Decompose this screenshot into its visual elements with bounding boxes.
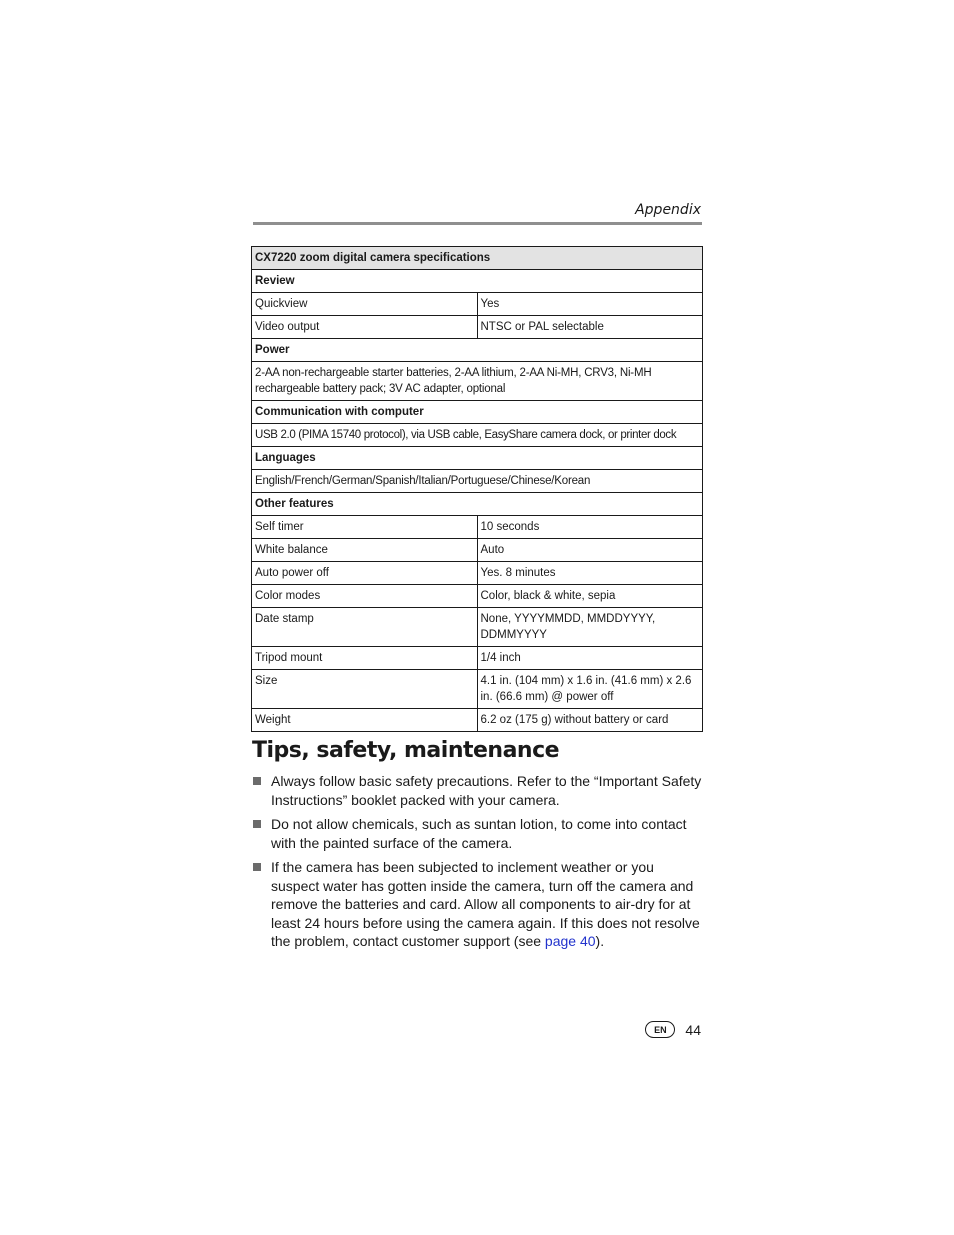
- spec-value: Color, black & white, sepia: [477, 585, 703, 608]
- tips-list: [252, 772, 704, 957]
- spec-value: 4.1 in. (104 mm) x 1.6 in. (41.6 mm) x 2.6 in. (66.6 mm) @ power off: [477, 670, 703, 709]
- spec-label: Auto power off: [252, 562, 478, 585]
- section-row: [252, 447, 703, 470]
- spec-value: Yes: [477, 293, 703, 316]
- list-item: [252, 772, 704, 809]
- spec-value: Auto: [477, 539, 703, 562]
- spec-row: [252, 562, 703, 585]
- spec-row: [252, 539, 703, 562]
- tips-section-title: Tips, safety, maintenance: [252, 738, 560, 763]
- spec-label: Quickview: [252, 293, 478, 316]
- section-heading-languages: Languages: [252, 447, 703, 470]
- spec-value: None, YYYYMMDD, MMDDYYYY, DDMMYYYY: [477, 608, 703, 647]
- spec-row: [252, 608, 703, 647]
- spec-title-row: [252, 247, 703, 270]
- section-heading-power: Power: [252, 339, 703, 362]
- languages-list: English/French/German/Spanish/Italian/Portuguese/Chinese/Korean: [252, 470, 703, 493]
- spec-label: White balance: [252, 539, 478, 562]
- spec-row: [252, 516, 703, 539]
- spec-value: 6.2 oz (175 g) without battery or card: [477, 709, 703, 732]
- spec-value: Yes. 8 minutes: [477, 562, 703, 585]
- tip-text: If the camera has been subjected to inclement weather or you suspect water has gotten inside the camera, turn off the camera and remove the batteries and card. Allow all components to air-dry for at least 24 hours before using the camera again. If this does not resolve the problem, contact customer support (see: [271, 859, 700, 949]
- section-row: [252, 270, 703, 293]
- spec-value: NTSC or PAL selectable: [477, 316, 703, 339]
- page-link[interactable]: page 40: [544, 933, 596, 949]
- power-description: 2-AA non-rechargeable starter batteries, 2-AA lithium, 2-AA Ni-MH, CRV3, Ni-MH rechargeable battery pack; 3V AC adapter, optional: [252, 362, 703, 401]
- spec-row: [252, 362, 703, 401]
- spec-label: Video output: [252, 316, 478, 339]
- spec-row: [252, 670, 703, 709]
- tip-text: Do not allow chemicals, such as suntan lotion, to come into contact with the painted surface of the camera.: [271, 816, 687, 851]
- spec-label: Size: [252, 670, 478, 709]
- list-item: [252, 815, 704, 852]
- section-heading-other-features: Other features: [252, 493, 703, 516]
- spec-value: 1/4 inch: [477, 647, 703, 670]
- camera-spec-table: [251, 246, 703, 732]
- square-bullet-icon: [253, 777, 261, 785]
- communication-description: USB 2.0 (PIMA 15740 protocol), via USB cable, EasyShare camera dock, or printer dock: [252, 424, 703, 447]
- spec-row: [252, 316, 703, 339]
- spec-label: Weight: [252, 709, 478, 732]
- spec-row: [252, 585, 703, 608]
- tip-text-end: ).: [595, 933, 605, 949]
- section-row: [252, 401, 703, 424]
- section-row: [252, 339, 703, 362]
- spec-row: [252, 709, 703, 732]
- spec-value: 10 seconds: [477, 516, 703, 539]
- section-heading-review: Review: [252, 270, 703, 293]
- spec-label: Self timer: [252, 516, 478, 539]
- page-number: 44: [685, 1021, 701, 1038]
- spec-label: Date stamp: [252, 608, 478, 647]
- spec-row: [252, 293, 703, 316]
- page-footer: [645, 1021, 701, 1038]
- spec-table-title: CX7220 zoom digital camera specifications: [252, 247, 703, 270]
- square-bullet-icon: [253, 820, 261, 828]
- square-bullet-icon: [253, 863, 261, 871]
- spec-row: [252, 470, 703, 493]
- spec-row: [252, 647, 703, 670]
- spec-label: Tripod mount: [252, 647, 478, 670]
- header-divider: [253, 222, 702, 225]
- section-row: [252, 493, 703, 516]
- language-badge-icon: EN: [645, 1021, 675, 1038]
- section-label: Appendix: [635, 202, 701, 218]
- section-heading-communication: Communication with computer: [252, 401, 703, 424]
- list-item: [252, 858, 704, 951]
- spec-label: Color modes: [252, 585, 478, 608]
- spec-row: [252, 424, 703, 447]
- tip-text: Always follow basic safety precautions. Refer to the “Important Safety Instructions” booklet packed with your camera.: [271, 773, 702, 808]
